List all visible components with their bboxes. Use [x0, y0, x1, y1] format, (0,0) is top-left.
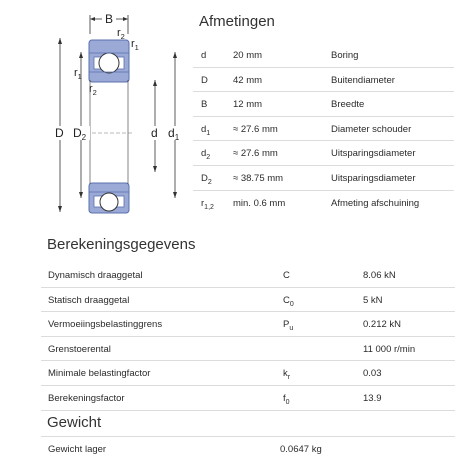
table-row: [193, 43, 454, 68]
calc-label: Vermoeiingsbelastinggrens: [48, 319, 163, 331]
label-r2-left-sub: 2: [92, 88, 97, 97]
calc-value: 0.212 kN: [363, 319, 402, 331]
dim-symbol: D: [201, 172, 208, 184]
dim-symbol-sub: 1: [206, 129, 211, 137]
table-row: [193, 141, 454, 166]
label-D2: D: [73, 126, 82, 140]
calculation-title: Berekeningsgegevens: [47, 236, 196, 253]
dim-value: ≈ 27.6 mm: [233, 148, 278, 160]
dim-symbol: d: [201, 148, 207, 160]
table-row: [193, 92, 454, 117]
calc-symbol: f: [283, 392, 286, 404]
calc-value: 8.06 kN: [363, 270, 396, 281]
dim-description: Uitsparingsdiameter: [331, 172, 416, 184]
label-r1-top-sub: 1: [134, 43, 139, 52]
calc-symbol-sub: r: [287, 374, 291, 382]
dim-description: Breedte: [331, 99, 365, 111]
weight-label: Gewicht lager: [48, 444, 107, 455]
dim-symbol: d: [201, 50, 207, 61]
calc-symbol-sub: u: [289, 325, 294, 333]
calc-label: Minimale belastingfactor: [48, 368, 151, 380]
calc-symbol: C: [283, 294, 290, 306]
bearing-top-section: [89, 40, 129, 82]
dim-value: ≈ 27.6 mm: [233, 123, 278, 135]
dimensions-table: [193, 43, 454, 214]
bearing-bottom-section: [89, 183, 129, 213]
calc-label: Dynamisch draaggetal: [48, 270, 143, 281]
calc-value: 0.03: [363, 368, 382, 380]
svg-text:r1: [131, 38, 139, 52]
table-row: [193, 68, 454, 93]
dim-value: min. 0.6 mm: [233, 197, 286, 209]
table-row: [193, 191, 454, 215]
label-D: D: [55, 126, 64, 140]
table-row: [193, 166, 454, 191]
dim-description: Diameter schouder: [331, 123, 412, 135]
dim-description: Boring: [331, 50, 359, 61]
calc-label: Berekeningsfactor: [48, 392, 125, 404]
bearing-cross-section-drawing: [0, 0, 190, 230]
table-row: [41, 312, 455, 337]
dim-symbol-sub: 2: [206, 154, 211, 162]
calc-value: 13.9: [363, 392, 382, 404]
svg-text:r2: [89, 83, 97, 97]
dim-value: 42 mm: [233, 74, 263, 86]
weight-row: [41, 436, 455, 459]
calc-symbol: C: [283, 270, 290, 281]
label-B: B: [105, 12, 114, 26]
table-row: [193, 117, 454, 142]
calc-symbol: P: [283, 319, 290, 331]
label-r1-left-sub: 1: [77, 72, 82, 81]
calc-label: Grenstoerental: [48, 343, 111, 355]
table-row: [41, 288, 455, 313]
svg-text:r2: [117, 27, 125, 41]
dim-symbol-sub: 2: [207, 178, 212, 186]
label-d: d: [151, 126, 158, 140]
label-r2-top-sub: 2: [120, 32, 125, 41]
calc-symbol-sub: 0: [289, 300, 294, 308]
dim-description: Afmeting afschuining: [331, 197, 420, 209]
dim-symbol-sub: 1,2: [204, 203, 214, 211]
calc-value: 5 kN: [363, 294, 383, 306]
table-row: [41, 263, 455, 288]
weight-value: 0.0647 kg: [280, 444, 322, 455]
table-row: [41, 386, 455, 411]
calc-value: 11 000 r/min: [363, 343, 416, 355]
calculation-table: [41, 263, 455, 411]
calc-symbol-sub: 0: [285, 398, 290, 406]
calc-label: Statisch draaggetal: [48, 294, 130, 306]
weight-title: Gewicht: [47, 414, 102, 431]
dim-description: Uitsparingsdiameter: [331, 148, 416, 160]
dim-description: Buitendiameter: [331, 74, 395, 86]
dim-value: 20 mm: [233, 50, 263, 61]
dim-symbol: B: [201, 99, 208, 111]
dim-value: ≈ 38.75 mm: [233, 172, 284, 184]
label-D2-sub: 2: [81, 133, 87, 142]
label-r2-left: r: [89, 83, 93, 95]
table-row: [41, 337, 455, 362]
label-r1-left: r: [74, 67, 78, 79]
dim-symbol: r: [201, 197, 205, 209]
calc-symbol: k: [283, 368, 288, 380]
dim-value: 12 mm: [233, 99, 263, 111]
table-row: [41, 361, 455, 386]
label-d1-sub: 1: [174, 133, 180, 142]
dim-symbol: D: [201, 74, 208, 86]
label-r1-top: r: [131, 38, 135, 50]
label-d1: d: [168, 126, 175, 140]
dimensions-title: Afmetingen: [199, 13, 275, 30]
label-r2-top: r: [117, 27, 121, 39]
dim-symbol: d: [201, 123, 207, 135]
